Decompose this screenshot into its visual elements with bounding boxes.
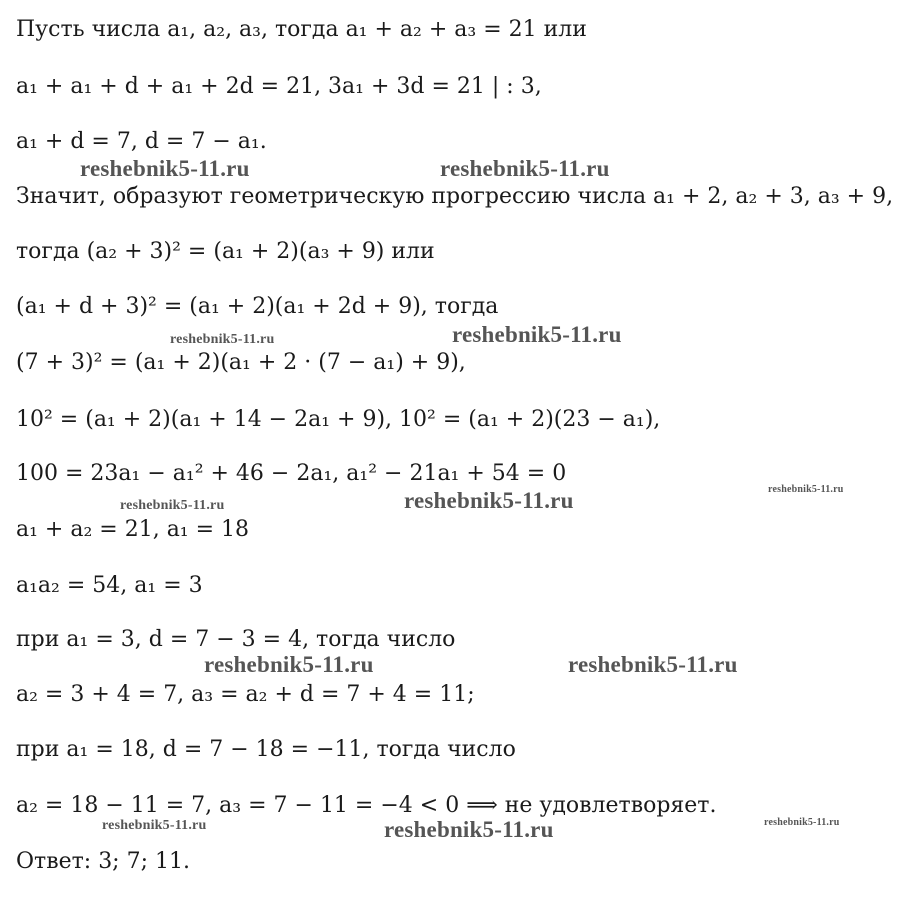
solution-line-15: a₂ = 18 − 11 = 7, a₃ = 7 − 11 = −4 < 0 ⟹ не удовлетворяет.: [16, 793, 717, 818]
watermark: reshebnik5-11.ru: [384, 817, 554, 842]
watermark: reshebnik5-11.ru: [404, 488, 574, 513]
solution-line-3: a₁ + d = 7, d = 7 − a₁.: [16, 129, 267, 154]
solution-line-7: (7 + 3)² = (a₁ + 2)(a₁ + 2 · (7 − a₁) + 9),: [16, 350, 466, 375]
solution-line-2: a₁ + a₁ + d + a₁ + 2d = 21, 3a₁ + 3d = 21 | : 3,: [16, 74, 542, 99]
solution-line-4: Значит, образуют геометрическую прогрессию числа a₁ + 2, a₂ + 3, a₃ + 9,: [16, 184, 894, 209]
watermark: reshebnik5-11.ru: [568, 652, 738, 677]
solution-line-8: 10² = (a₁ + 2)(a₁ + 14 − 2a₁ + 9), 10² = (a₁ + 2)(23 − a₁),: [16, 407, 661, 432]
solution-line-5: тогда (a₂ + 3)² = (a₁ + 2)(a₃ + 9) или: [16, 239, 435, 264]
watermark: reshebnik5-11.ru: [440, 156, 610, 181]
answer-line: Ответ: 3; 7; 11.: [16, 849, 190, 874]
watermark: reshebnik5-11.ru: [452, 322, 622, 347]
solution-line-6: (a₁ + d + 3)² = (a₁ + 2)(a₁ + 2d + 9), тогда: [16, 294, 499, 319]
solution-line-14: при a₁ = 18, d = 7 − 18 = −11, тогда число: [16, 737, 516, 762]
solution-line-1: Пусть числа a₁, a₂, a₃, тогда a₁ + a₂ + a₃ = 21 или: [16, 17, 587, 42]
solution-line-13: a₂ = 3 + 4 = 7, a₃ = a₂ + d = 7 + 4 = 11;: [16, 682, 475, 707]
watermark: reshebnik5-11.ru: [80, 156, 250, 181]
solution-line-11: a₁a₂ = 54, a₁ = 3: [16, 573, 203, 598]
solution-line-12: при a₁ = 3, d = 7 − 3 = 4, тогда число: [16, 627, 456, 652]
watermark: reshebnik5-11.ru: [204, 652, 374, 677]
watermark: reshebnik5-11.ru: [102, 818, 207, 833]
watermark: reshebnik5-11.ru: [764, 817, 840, 828]
solution-line-10: a₁ + a₂ = 21, a₁ = 18: [16, 517, 250, 542]
watermark: reshebnik5-11.ru: [120, 498, 225, 513]
watermark: reshebnik5-11.ru: [170, 332, 275, 347]
watermark: reshebnik5-11.ru: [768, 484, 844, 495]
solution-line-9: 100 = 23a₁ − a₁² + 46 − 2a₁, a₁² − 21a₁ + 54 = 0: [16, 461, 567, 486]
